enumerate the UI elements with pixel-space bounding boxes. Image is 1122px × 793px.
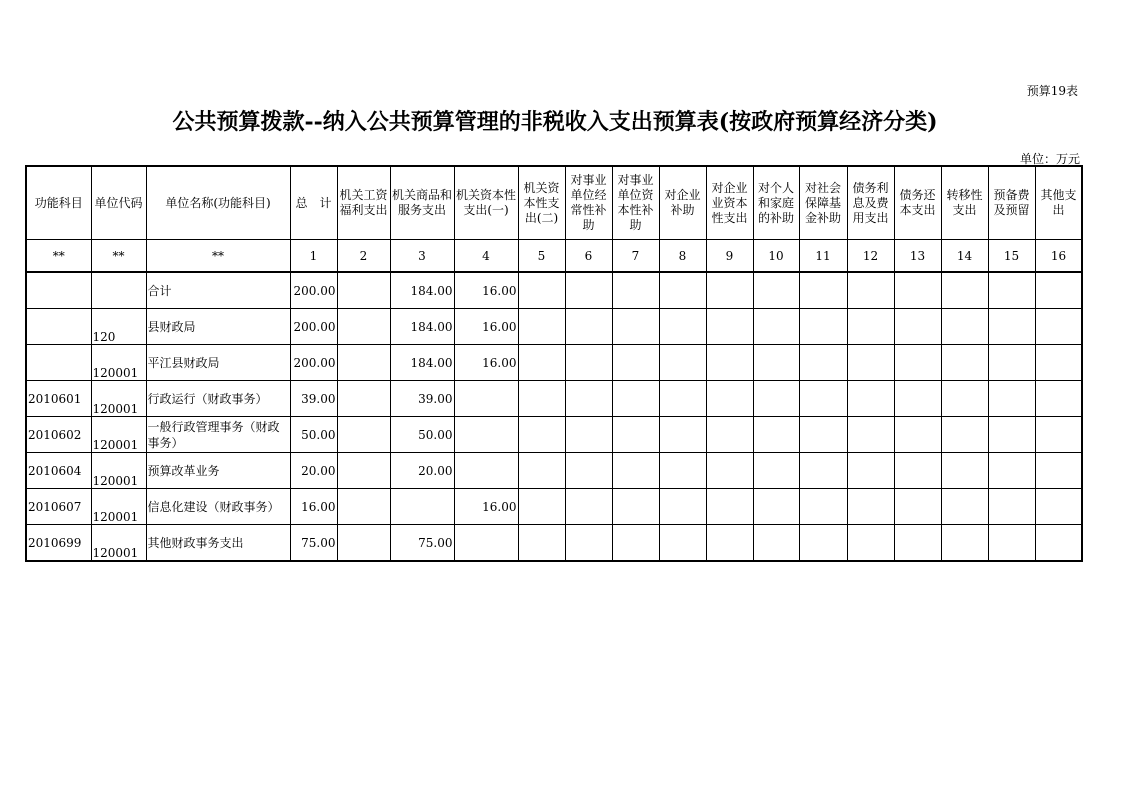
- table-row: [26, 381, 1082, 417]
- amount-cell: [847, 272, 894, 309]
- column-header: 总 计: [290, 166, 337, 240]
- column-header: 对企业业资本性支出: [706, 166, 753, 240]
- column-index: **: [91, 240, 146, 273]
- amount-cell: 184.00: [390, 272, 454, 309]
- unit-name-cell: 一般行政管理事务（财政事务）: [146, 417, 290, 453]
- amount-cell: [518, 417, 565, 453]
- amount-cell: [518, 525, 565, 562]
- amount-cell: [454, 453, 518, 489]
- column-header: 机关资本性支出(一): [454, 166, 518, 240]
- amount-cell: 75.00: [390, 525, 454, 562]
- amount-cell: [988, 345, 1035, 381]
- amount-cell: 16.00: [454, 272, 518, 309]
- function-code-cell: 2010607: [26, 489, 91, 525]
- amount-cell: [706, 272, 753, 309]
- unit-code-cell: [91, 272, 146, 309]
- column-index: 11: [799, 240, 847, 273]
- column-index: **: [26, 240, 91, 273]
- amount-cell: [518, 489, 565, 525]
- column-index: 16: [1035, 240, 1082, 273]
- column-header: 机关工资福利支出: [337, 166, 390, 240]
- column-index: 6: [565, 240, 612, 273]
- unit-name-cell: 平江县财政局: [146, 345, 290, 381]
- form-number: 预算19表: [1026, 84, 1078, 98]
- column-header: 对企业补助: [659, 166, 706, 240]
- amount-cell: [988, 381, 1035, 417]
- amount-cell: [799, 489, 847, 525]
- column-header: 对社会保障基金补助: [799, 166, 847, 240]
- amount-cell: [337, 417, 390, 453]
- amount-cell: [799, 417, 847, 453]
- amount-cell: 50.00: [390, 417, 454, 453]
- column-index: 9: [706, 240, 753, 273]
- amount-cell: [454, 381, 518, 417]
- amount-cell: [753, 381, 799, 417]
- amount-cell: [941, 345, 988, 381]
- table-row: [26, 309, 1082, 345]
- amount-cell: [706, 417, 753, 453]
- table-row: [26, 489, 1082, 525]
- amount-cell: [706, 345, 753, 381]
- amount-cell: [706, 453, 753, 489]
- amount-cell: [753, 417, 799, 453]
- amount-cell: [894, 453, 941, 489]
- column-index: 8: [659, 240, 706, 273]
- amount-cell: [894, 272, 941, 309]
- column-index: **: [146, 240, 290, 273]
- amount-cell: 16.00: [454, 489, 518, 525]
- amount-cell: 200.00: [290, 345, 337, 381]
- column-header: 机关商品和服务支出: [390, 166, 454, 240]
- amount-cell: [799, 345, 847, 381]
- table-row: [26, 525, 1082, 562]
- amount-cell: [454, 525, 518, 562]
- amount-cell: [612, 417, 659, 453]
- column-index: 1: [290, 240, 337, 273]
- amount-cell: [753, 489, 799, 525]
- unit-label: 单位：万元: [1019, 152, 1080, 166]
- unit-code-cell: 120001: [91, 489, 146, 525]
- amount-cell: [706, 489, 753, 525]
- amount-cell: [1035, 525, 1082, 562]
- amount-cell: [941, 417, 988, 453]
- column-index: 3: [390, 240, 454, 273]
- amount-cell: [612, 453, 659, 489]
- column-header: 其他支出: [1035, 166, 1082, 240]
- amount-cell: [565, 272, 612, 309]
- amount-cell: [565, 381, 612, 417]
- column-header: 债务利息及费用支出: [847, 166, 894, 240]
- amount-cell: [518, 345, 565, 381]
- amount-cell: [454, 417, 518, 453]
- amount-cell: [894, 489, 941, 525]
- amount-cell: [1035, 345, 1082, 381]
- amount-cell: [612, 489, 659, 525]
- table-row: [26, 417, 1082, 453]
- amount-cell: [659, 453, 706, 489]
- amount-cell: [1035, 381, 1082, 417]
- unit-code-cell: 120001: [91, 453, 146, 489]
- amount-cell: 16.00: [454, 345, 518, 381]
- column-header: 功能科目: [26, 166, 91, 240]
- amount-cell: [1035, 309, 1082, 345]
- amount-cell: 200.00: [290, 309, 337, 345]
- amount-cell: [659, 345, 706, 381]
- amount-cell: [565, 489, 612, 525]
- column-header: 单位名称(功能科目): [146, 166, 290, 240]
- unit-name-cell: 其他财政事务支出: [146, 525, 290, 562]
- amount-cell: [612, 381, 659, 417]
- index-row: [26, 240, 1082, 273]
- unit-code-cell: 120: [91, 309, 146, 345]
- amount-cell: [894, 309, 941, 345]
- amount-cell: 20.00: [390, 453, 454, 489]
- amount-cell: [612, 309, 659, 345]
- amount-cell: [706, 525, 753, 562]
- amount-cell: [847, 453, 894, 489]
- amount-cell: 16.00: [290, 489, 337, 525]
- amount-cell: [518, 381, 565, 417]
- amount-cell: [847, 345, 894, 381]
- amount-cell: [894, 381, 941, 417]
- unit-name-cell: 预算改革业务: [146, 453, 290, 489]
- function-code-cell: 2010699: [26, 525, 91, 562]
- amount-cell: [1035, 272, 1082, 309]
- amount-cell: [753, 525, 799, 562]
- amount-cell: [659, 525, 706, 562]
- column-header: 机关资本性支出(二): [518, 166, 565, 240]
- amount-cell: [518, 309, 565, 345]
- column-index: 10: [753, 240, 799, 273]
- amount-cell: [565, 345, 612, 381]
- amount-cell: 20.00: [290, 453, 337, 489]
- amount-cell: [706, 381, 753, 417]
- amount-cell: [847, 381, 894, 417]
- amount-cell: [799, 381, 847, 417]
- amount-cell: [988, 417, 1035, 453]
- column-index: 15: [988, 240, 1035, 273]
- column-header: 对事业单位经常性补助: [565, 166, 612, 240]
- function-code-cell: [26, 309, 91, 345]
- unit-code-cell: 120001: [91, 525, 146, 562]
- amount-cell: [390, 489, 454, 525]
- column-header: 债务还本支出: [894, 166, 941, 240]
- amount-cell: [612, 345, 659, 381]
- column-header: 对个人和家庭的补助: [753, 166, 799, 240]
- amount-cell: [337, 309, 390, 345]
- table-row: [26, 453, 1082, 489]
- function-code-cell: 2010604: [26, 453, 91, 489]
- column-index: 12: [847, 240, 894, 273]
- column-index: 13: [894, 240, 941, 273]
- amount-cell: [894, 417, 941, 453]
- amount-cell: [941, 309, 988, 345]
- amount-cell: [565, 525, 612, 562]
- amount-cell: [988, 489, 1035, 525]
- amount-cell: [799, 272, 847, 309]
- amount-cell: [941, 453, 988, 489]
- amount-cell: [894, 345, 941, 381]
- amount-cell: [753, 345, 799, 381]
- amount-cell: 184.00: [390, 345, 454, 381]
- amount-cell: [799, 525, 847, 562]
- amount-cell: [659, 309, 706, 345]
- amount-cell: [659, 381, 706, 417]
- amount-cell: 200.00: [290, 272, 337, 309]
- amount-cell: 39.00: [390, 381, 454, 417]
- amount-cell: [518, 453, 565, 489]
- amount-cell: [847, 417, 894, 453]
- budget-table: [25, 165, 1083, 562]
- function-code-cell: 2010602: [26, 417, 91, 453]
- amount-cell: [659, 417, 706, 453]
- amount-cell: [941, 525, 988, 562]
- amount-cell: [753, 453, 799, 489]
- unit-code-cell: 120001: [91, 417, 146, 453]
- table-row: [26, 345, 1082, 381]
- unit-name-cell: 县财政局: [146, 309, 290, 345]
- amount-cell: [988, 272, 1035, 309]
- amount-cell: [799, 453, 847, 489]
- amount-cell: [337, 272, 390, 309]
- amount-cell: [1035, 453, 1082, 489]
- unit-name-cell: 合计: [146, 272, 290, 309]
- table-row: [26, 272, 1082, 309]
- amount-cell: [847, 309, 894, 345]
- amount-cell: [847, 489, 894, 525]
- amount-cell: [565, 453, 612, 489]
- amount-cell: [988, 309, 1035, 345]
- column-header: 对事业单位资本性补助: [612, 166, 659, 240]
- amount-cell: [337, 345, 390, 381]
- amount-cell: [941, 272, 988, 309]
- amount-cell: [565, 309, 612, 345]
- amount-cell: [1035, 417, 1082, 453]
- amount-cell: [337, 381, 390, 417]
- column-header: 转移性支出: [941, 166, 988, 240]
- amount-cell: [337, 525, 390, 562]
- amount-cell: [659, 272, 706, 309]
- amount-cell: [612, 525, 659, 562]
- amount-cell: [612, 272, 659, 309]
- amount-cell: 75.00: [290, 525, 337, 562]
- amount-cell: [941, 381, 988, 417]
- amount-cell: [337, 453, 390, 489]
- amount-cell: 50.00: [290, 417, 337, 453]
- column-index: 2: [337, 240, 390, 273]
- amount-cell: [847, 525, 894, 562]
- amount-cell: [1035, 489, 1082, 525]
- amount-cell: [988, 525, 1035, 562]
- amount-cell: [799, 309, 847, 345]
- amount-cell: [706, 309, 753, 345]
- amount-cell: [988, 453, 1035, 489]
- column-header: 单位代码: [91, 166, 146, 240]
- header-row: [26, 166, 1082, 240]
- unit-name-cell: 行政运行（财政事务）: [146, 381, 290, 417]
- amount-cell: [753, 272, 799, 309]
- column-index: 5: [518, 240, 565, 273]
- column-index: 7: [612, 240, 659, 273]
- amount-cell: [337, 489, 390, 525]
- page-title: 公共预算拨款--纳入公共预算管理的非税收入支出预算表(按政府预算经济分类): [172, 109, 938, 135]
- amount-cell: [894, 525, 941, 562]
- amount-cell: [518, 272, 565, 309]
- amount-cell: [753, 309, 799, 345]
- amount-cell: 39.00: [290, 381, 337, 417]
- amount-cell: [659, 489, 706, 525]
- amount-cell: 16.00: [454, 309, 518, 345]
- amount-cell: [565, 417, 612, 453]
- column-header: 预备费及预留: [988, 166, 1035, 240]
- function-code-cell: 2010601: [26, 381, 91, 417]
- function-code-cell: [26, 272, 91, 309]
- column-index: 4: [454, 240, 518, 273]
- unit-code-cell: 120001: [91, 345, 146, 381]
- unit-code-cell: 120001: [91, 381, 146, 417]
- unit-name-cell: 信息化建设（财政事务）: [146, 489, 290, 525]
- amount-cell: [941, 489, 988, 525]
- function-code-cell: [26, 345, 91, 381]
- amount-cell: 184.00: [390, 309, 454, 345]
- column-index: 14: [941, 240, 988, 273]
